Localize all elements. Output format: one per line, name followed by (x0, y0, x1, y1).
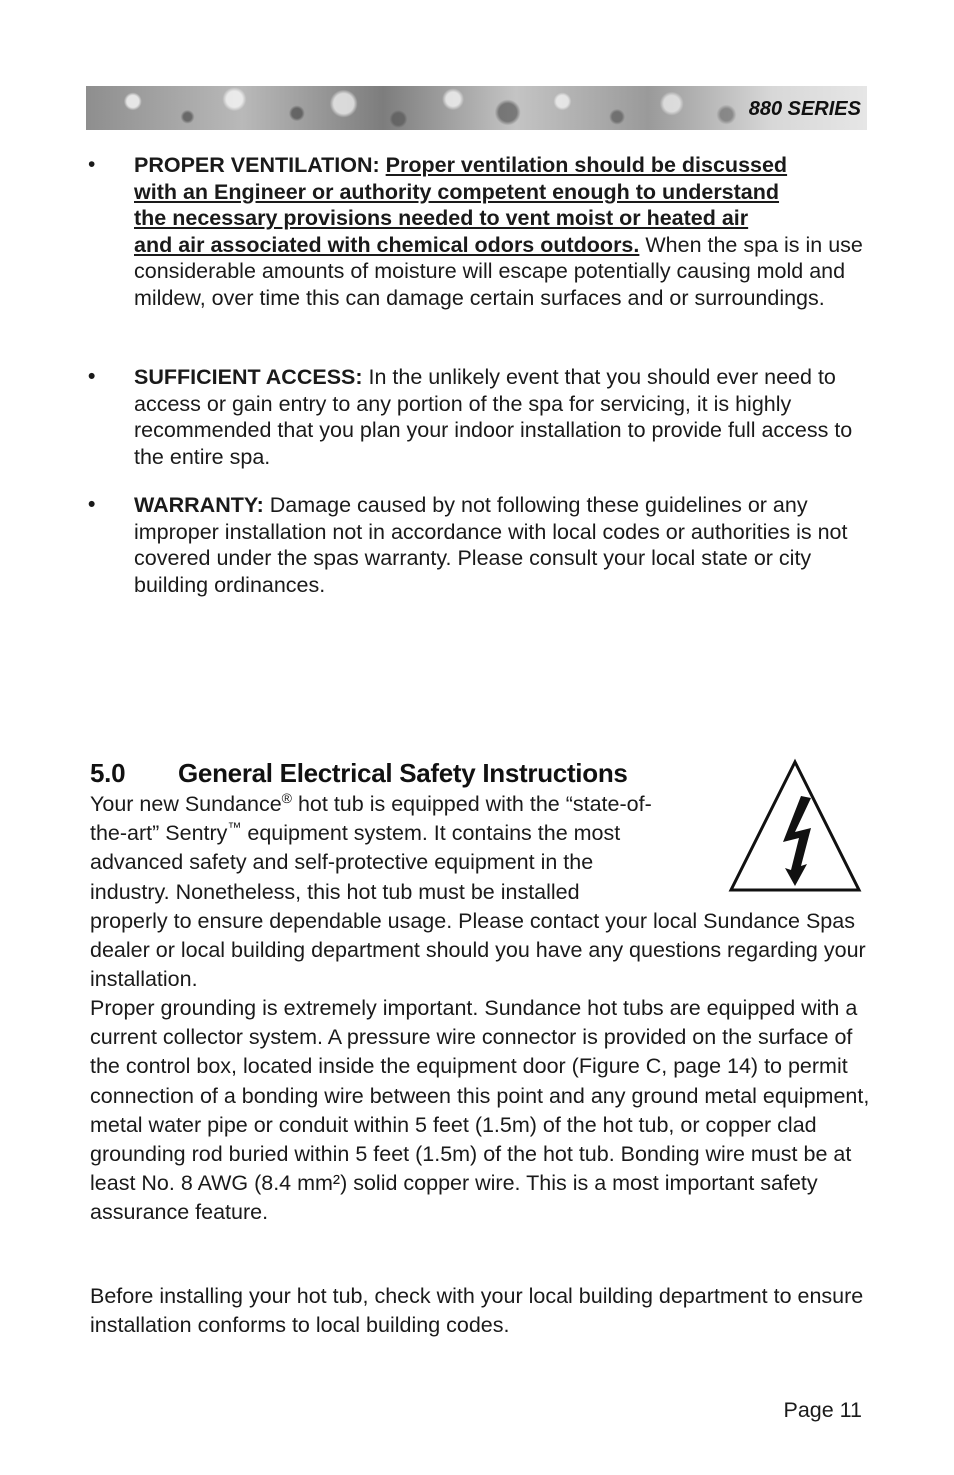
underlined-text: Proper ventilation should be discussed (385, 153, 788, 177)
bullet-term: WARRANTY: (134, 493, 264, 517)
underlined-text: and air associated with chemical odors outdoors. (134, 232, 640, 257)
bullet-text: In the unlikely event that you should ever need to access or gain entry to any portion of the spa for servicing, it is highly recommended that you plan your indoor installation to provide full access to the entire spa. (134, 365, 853, 469)
bullet-warranty (88, 492, 870, 598)
intro-text: Your new Sundance (90, 792, 282, 816)
underlined-text: with an Engineer or authority competent enough to understand (134, 179, 780, 204)
intro-text: hot tub is equipped with the “state-of- (292, 792, 652, 816)
bullet-marker: • (88, 493, 96, 516)
bullet-proper-ventilation (88, 152, 870, 311)
intro-paragraph (90, 790, 870, 994)
intro-text: properly to ensure dependable usage. Please contact your local Sundance Spas dealer or local building department should you have any questions regarding your installation. (90, 908, 866, 992)
intro-text: industry. Nonetheless, this hot tub must be installed (90, 879, 580, 904)
bullet-term: PROPER VENTILATION: (134, 153, 380, 177)
section-heading (90, 758, 628, 789)
registered-mark: ® (281, 789, 292, 806)
intro-text: equipment system. It contains the most (241, 821, 621, 846)
intro-text: advanced safety and self-protective equipment in the (90, 850, 594, 875)
grounding-paragraph: Proper grounding is extremely important. Sundance hot tubs are equipped with a current collector system. A pressure wire connector is provided on the surface of the control box, located inside the equipment door (Figure C, page 14) to permit connection of a bonding wire between this point and any ground metal equipment, metal water pipe or conduit within 5 feet (1.5m) of the hot tub, or copper clad grounding rod buried within 5 feet (1.5m) of the hot tub. Bonding wire must be at least No. 8 AWG (8.4 mm²) solid copper wire. This is a most important safety assurance feature. (90, 996, 870, 1225)
bullet-marker: • (88, 153, 96, 176)
trademark-mark: ™ (227, 819, 242, 836)
section-title: General Electrical Safety Instructions (178, 758, 628, 788)
underlined-text: the necessary provisions needed to vent moist or heated air (134, 206, 749, 230)
header-banner (86, 86, 867, 130)
series-label: 880 SERIES (748, 98, 861, 120)
intro-text: the-art” Sentry (90, 821, 228, 846)
bullet-marker: • (88, 365, 96, 388)
before-installing-paragraph: Before installing your hot tub, check with your local building department to ensure installation conforms to local building codes. (90, 1284, 864, 1338)
bullet-text: When the spa is in use considerable amounts of moisture will escape potentially causing mold and mildew, over time this can damage certain surfaces and or surroundings. (134, 232, 863, 310)
bullet-sufficient-access (88, 364, 870, 470)
section-number: 5.0 (90, 758, 126, 788)
bullet-text: Damage caused by not following these guidelines or any improper installation not in accordance with local codes or authorities is not covered under the spas warranty. Please consult your local state or city building ordinances. (134, 493, 848, 597)
bullet-term: SUFFICIENT ACCESS: (134, 365, 363, 389)
page-number: Page 11 (783, 1398, 862, 1422)
